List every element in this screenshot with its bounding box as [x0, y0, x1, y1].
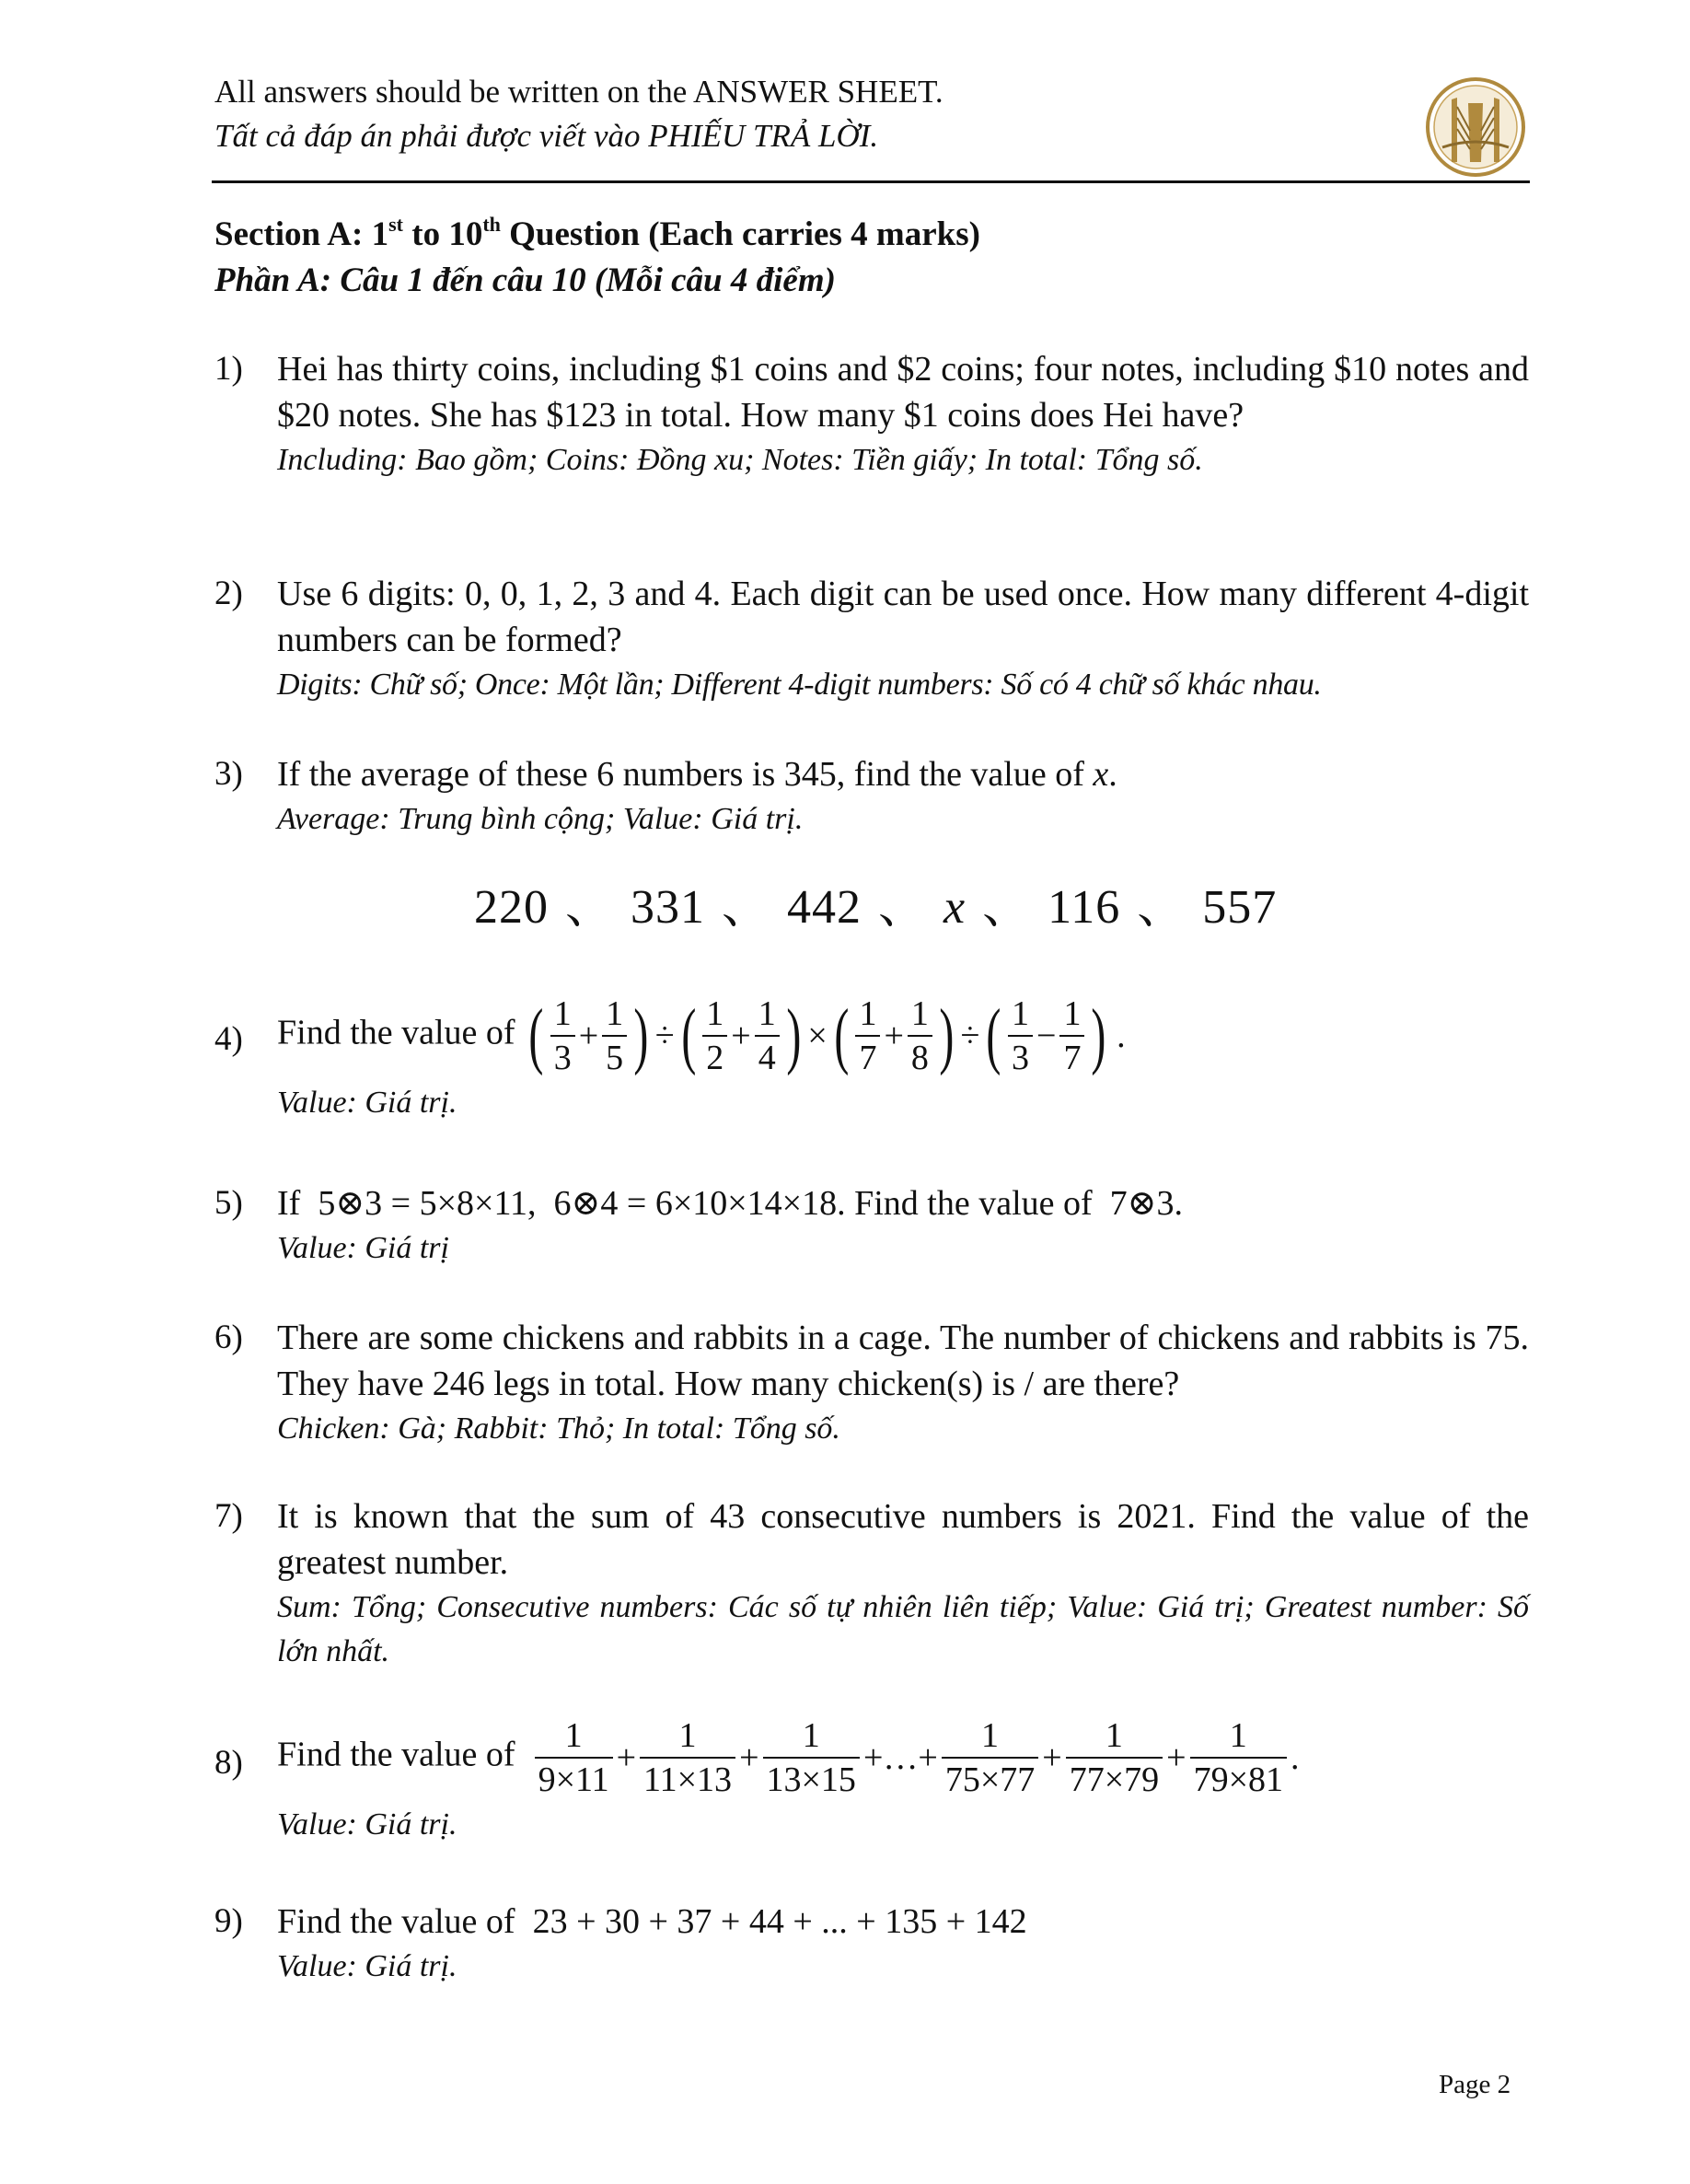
fraction: $\frac{1}{77\times 79}$ [1066, 1714, 1163, 1801]
header-divider [212, 180, 1530, 183]
fraction: $\frac{1}{4}$ [755, 993, 780, 1079]
question-expression: Find the value of $\frac{1}{9\times 11}$ + $\frac{1}{11\times 13}$ + $\frac{1}{13\times 15}$ +…+ $\frac{1}{75\times 77}$ + $\frac{1}{77\times 79}$ + $\frac{1}{79\times 81}$ . [277, 1716, 1300, 1799]
question-translation: Value: Giá trị. [277, 1949, 457, 1983]
number-item: 557 [1202, 881, 1278, 934]
fraction: $\frac{1}{3}$ [1008, 993, 1033, 1079]
instruction-vietnamese: Tất cả đáp án phải được viết vào PHIẾU TRẢ LỜI. [214, 118, 879, 154]
question-text: Use 6 digits: 0, 0, 1, 2, 3 and 4. Each digit can be used once. How many different 4-digit numbers can be formed? [277, 575, 1529, 659]
page-header [214, 70, 1531, 158]
question-number: 8) [214, 1744, 243, 1782]
question-text: Hei has thirty coins, including $1 coins and $2 coins; four notes, including $10 notes and $20 notes. She has $123 in total. How many $1 coins does Hei have? [277, 350, 1529, 435]
fraction: $\frac{1}{7}$ [855, 993, 880, 1079]
fraction: $\frac{1}{13\times 15}$ [763, 1714, 860, 1801]
fraction: $\frac{1}{11\times 13}$ [640, 1714, 735, 1801]
fraction: $\frac{1}{75\times 77}$ [942, 1714, 1038, 1801]
question-text: It is known that the sum of 43 consecutive numbers is 2021. Find the value of the greatest number. [277, 1497, 1529, 1582]
question-number: 9) [214, 1902, 243, 1940]
question-number: 7) [214, 1497, 243, 1535]
number-item: 442 [787, 881, 862, 934]
question-number: 5) [214, 1184, 243, 1222]
fraction: $\frac{1}{5}$ [602, 993, 627, 1079]
question-text: There are some chickens and rabbits in a cage. The number of chickens and rabbits is 75. They have 246 legs in total. How many chicken(s) is / are there? [277, 1319, 1529, 1403]
question-translation: Value: Giá trị. [277, 1807, 457, 1841]
question-number: 1) [214, 350, 243, 388]
page-number: Page 2 [1439, 2070, 1511, 2099]
fraction: $\frac{1}{8}$ [908, 993, 932, 1079]
question-number: 2) [214, 575, 243, 612]
fraction: $\frac{1}{3}$ [550, 993, 575, 1079]
question-translation: Sum: Tổng; Consecutive numbers: Các số tự nhiên liên tiếp; Value: Giá trị; Greatest number: Số lớn nhất. [277, 1590, 1529, 1668]
fraction: $\frac{1}{79\times 81}$ [1190, 1714, 1287, 1801]
question-number: 4) [214, 1020, 243, 1058]
question-translation: Value: Giá trị [277, 1231, 449, 1265]
separator: 、 [1137, 881, 1186, 934]
question-text: Find the value of 23 + 30 + 37 + 44 + ... + 135 + 142 [277, 1902, 1027, 1941]
question-translation: Value: Giá trị. [277, 1086, 457, 1120]
number-item: 220 [474, 881, 549, 934]
number-item: x [943, 881, 967, 934]
question-translation: Average: Trung bình cộng; Value: Giá trị. [277, 802, 804, 836]
number-list [474, 867, 1277, 936]
section-title-english: Section A: 1st to 10th Question (Each carries 4 marks) [214, 213, 980, 253]
instruction-english: All answers should be written on the ANSWER SHEET. [214, 74, 943, 110]
fraction: $\frac{1}{7}$ [1059, 993, 1084, 1079]
question-text: If 5⊗3 = 5×8×11, 6⊗4 = 6×10×14×18. Find the value of 7⊗3. [277, 1184, 1184, 1223]
separator: 、 [982, 881, 1032, 934]
fraction: $\frac{1}{2}$ [702, 993, 727, 1079]
question-translation: Including: Bao gồm; Coins: Đồng xu; Notes: Tiền giấy; In total: Tổng số. [277, 443, 1203, 477]
question-translation: Digits: Chữ số; Once: Một lần; Different 4-digit numbers: Số có 4 chữ số khác nhau. [277, 668, 1322, 702]
section-title-vietnamese: Phần A: Câu 1 đến câu 10 (Mỗi câu 4 điểm) [214, 261, 836, 299]
number-item: 331 [631, 881, 706, 934]
question-number: 6) [214, 1319, 243, 1356]
separator: 、 [565, 881, 615, 934]
question-number: 3) [214, 755, 243, 793]
fraction: $\frac{1}{9\times 11}$ [535, 1714, 613, 1801]
section-title [214, 212, 980, 304]
question-translation: Chicken: Gà; Rabbit: Thỏ; In total: Tổng số. [277, 1411, 840, 1446]
separator: 、 [878, 881, 928, 934]
separator: 、 [722, 881, 771, 934]
number-item: 116 [1048, 881, 1121, 934]
bridge-emblem-icon [1424, 76, 1527, 179]
question-text: If the average of these 6 numbers is 345, find the value of x. [277, 755, 1117, 794]
question-expression: Find the value of ( $\frac{1}{3}$ + $\frac{1}{5}$ ) ÷( $\frac{1}{2}$ + $\frac{1}{4}$ ) ×( $\frac{1}{7}$ + $\frac{1}{8}$ ) ÷( $\frac{1}{3}$ − $\frac{1}{7}$ ) . [277, 994, 1126, 1077]
